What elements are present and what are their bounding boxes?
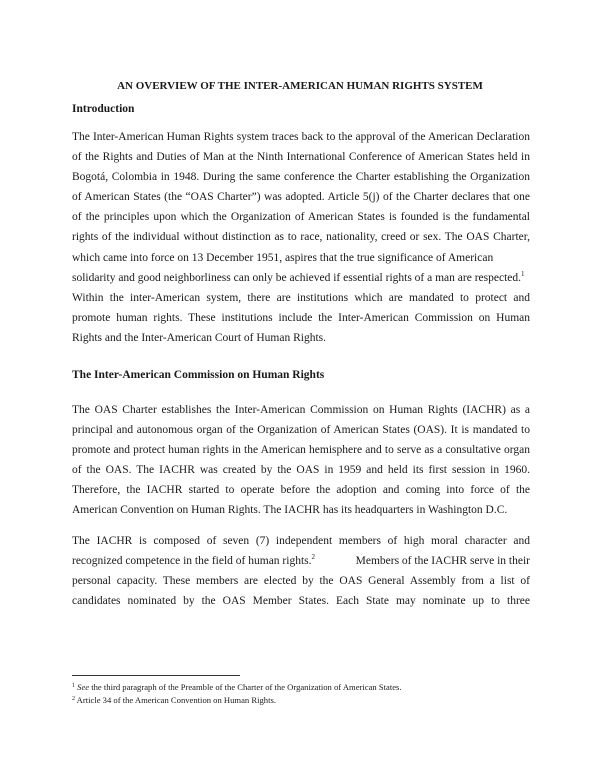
footnote-number: 2 [72, 695, 75, 702]
text-line-with-footnote [72, 268, 530, 288]
section-heading-commission: The Inter-American Commission on Human Rights [72, 369, 325, 381]
text-line: Within the inter-American system, there are institutions which are mandated to protect and [72, 291, 530, 304]
text-line: of American States (the “OAS Charter”) was adopted. Article 5(j) of the Charter declares that one [72, 191, 530, 204]
text-line: The Inter-American Human Rights system traces back to the approval of the American Declaration [72, 131, 530, 143]
text-line [72, 611, 530, 631]
text-line: Bogotá, Colombia in 1948. During the same conference the Charter establishing the Organization [72, 171, 530, 184]
footnote-number: 1 [72, 683, 75, 689]
footnote-reference: 2 [311, 553, 315, 562]
paragraph-commission-1 [72, 400, 530, 521]
text-line-with-footnote [72, 551, 530, 571]
footnote-text: Article 34 of the American Convention on Human Rights. [75, 694, 276, 705]
text-line: Therefore, the IACHR started to operate before the adoption and coming into force of the [72, 484, 530, 497]
footnote-2 [72, 694, 530, 707]
text-line: of the principles upon which the Organization of American States is founded is the fundamental [72, 211, 530, 224]
footnote-italic: See [77, 682, 90, 692]
text-line: solidarity and good neighborliness can only be achieved if essential rights of a man are respected. [72, 271, 521, 284]
text-line: The OAS Charter establishes the Inter-American Commission on Human Rights (IACHR) as a [72, 404, 530, 416]
text-line: which came into force on 13 December 1951, aspires that the true significance of American [72, 251, 494, 264]
paragraph-commission-2 [72, 531, 530, 631]
text-segment: Members of the IACHR serve in their [355, 555, 530, 568]
footnote-1 [72, 681, 530, 694]
footnote-text: the third paragraph of the Preamble of the Charter of the Organization of American States. [89, 682, 402, 692]
text-line: candidates nominated by the OAS Member States. Each State may nominate up to three [72, 595, 530, 608]
text-line: recognized competence in the field of human rights. [72, 555, 312, 568]
section-heading-introduction: Introduction [72, 103, 135, 115]
text-line: principal and autonomous organ of the Organization of American States (OAS). It is mandated to [72, 424, 530, 437]
text-line: of the Rights and Duties of Man at the Ninth International Conference of American States held in [72, 151, 530, 164]
text-line: rights of the individual without distinction as to race, nationality, creed or sex. The OAS Charter, [72, 231, 530, 244]
paragraph-introduction [72, 127, 530, 348]
text-line: promote and protect human rights in the American hemisphere and to serve as a consultative organ [72, 444, 530, 457]
footnotes [72, 681, 530, 706]
document-title: AN OVERVIEW OF THE INTER-AMERICAN HUMAN RIGHTS SYSTEM [117, 80, 483, 92]
footnote-separator [72, 675, 240, 676]
text-line: Rights and the Inter-American Court of Human Rights. [72, 331, 326, 344]
text-line: promote human rights. These institutions include the Inter-American Commission on Human [72, 311, 530, 324]
text-line: personal capacity. These members are elected by the OAS General Assembly from a list of [72, 575, 530, 588]
text-line: of the OAS. The IACHR was created by the OAS in 1959 and held its first session in 1960. [72, 464, 530, 477]
text-line: The IACHR is composed of seven (7) independent members of high moral character and [72, 535, 530, 547]
text-segment [72, 551, 315, 571]
footnote-reference: 1 [521, 269, 525, 278]
text-line: American Convention on Human Rights. The IACHR has its headquarters in Washington D.C. [72, 504, 508, 517]
